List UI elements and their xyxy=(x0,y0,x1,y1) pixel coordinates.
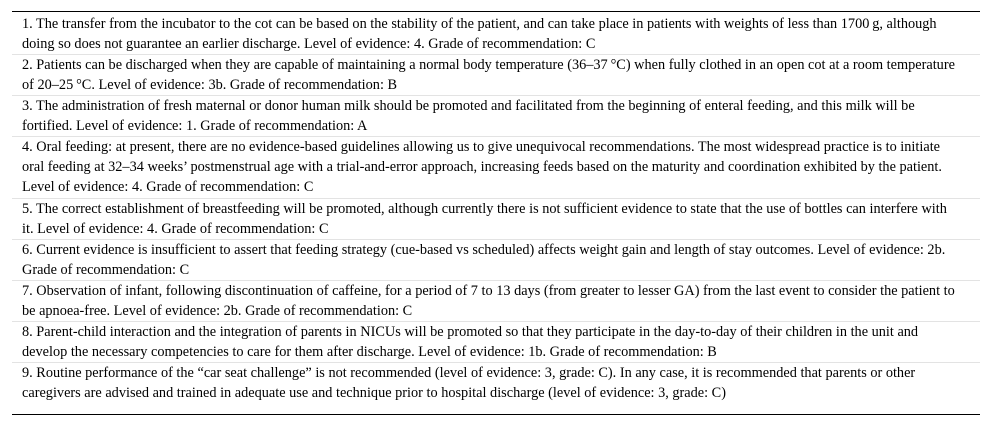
recommendations-table xyxy=(12,11,980,415)
recommendation-row-9: 9. Routine performance of the “car seat challenge” is not recommended (level of evidence: 3, grade: C). In any case, it is recommended that parents or other caregivers are advised and trained in adequate use and technique prior to hospital discharge (level of evidence: 3, grade: C) xyxy=(22,365,916,401)
recommendation-row-8: 8. Parent-child interaction and the integration of parents in NICUs will be promoted so that they participate in the day-to-day of their children in the unit and develop the necessary competencies to care for them after discharge. Level of evidence: 1b. Grade of recommendation: B xyxy=(12,322,980,363)
recommendation-row-1: 1. The transfer from the incubator to the cot can be based on the stability of the patient, and can take place in patients with weights of less than 1700 g, although doing so does not guarantee an earlier discharge. Level of evidence: 4. Grade of recommendation: C xyxy=(12,14,980,55)
recommendation-row-6: 6. Current evidence is insufficient to assert that feeding strategy (cue-based vs scheduled) affects weight gain and length of stay outcomes. Level of evidence: 2b. Grade of recommendation: C xyxy=(12,240,980,281)
recommendation-row-5: 5. The correct establishment of breastfeeding will be promoted, although currently there is not sufficient evidence to state that the use of bottles can interfere with it. Level of evidence: 4. Grade of recommendation: C xyxy=(12,199,980,240)
recommendation-row-2: 2. Patients can be discharged when they are capable of maintaining a normal body temperature (36–37 °C) when fully clothed in an open cot at a room temperature of 20–25 °C. Level of evidence: 3b. Grade of recommendation: B xyxy=(12,55,980,96)
recommendation-row-3: 3. The administration of fresh maternal or donor human milk should be promoted and facilitated from the beginning of enteral feeding, and this milk will be fortified. Level of evidence: 1. Grade of recommendation: A xyxy=(12,96,980,137)
recommendation-row-4: 4. Oral feeding: at present, there are no evidence-based guidelines allowing us to give unequivocal recommendations. The most widespread practice is to initiate oral feeding at 32–34 weeks’ postmenstrual age with a trial-and-error approach, increasing feeds based on the maturity and coordination exhibited by the patient. Level of evidence: 4. Grade of recommendation: C xyxy=(12,137,980,199)
recommendation-row-7: 7. Observation of infant, following discontinuation of caffeine, for a period of 7 to 13 days (from greater to lesser GA) from the last event to consider the patient to be apnoea-free. Level of evidence: 2b. Grade of recommendation: C xyxy=(12,281,980,322)
